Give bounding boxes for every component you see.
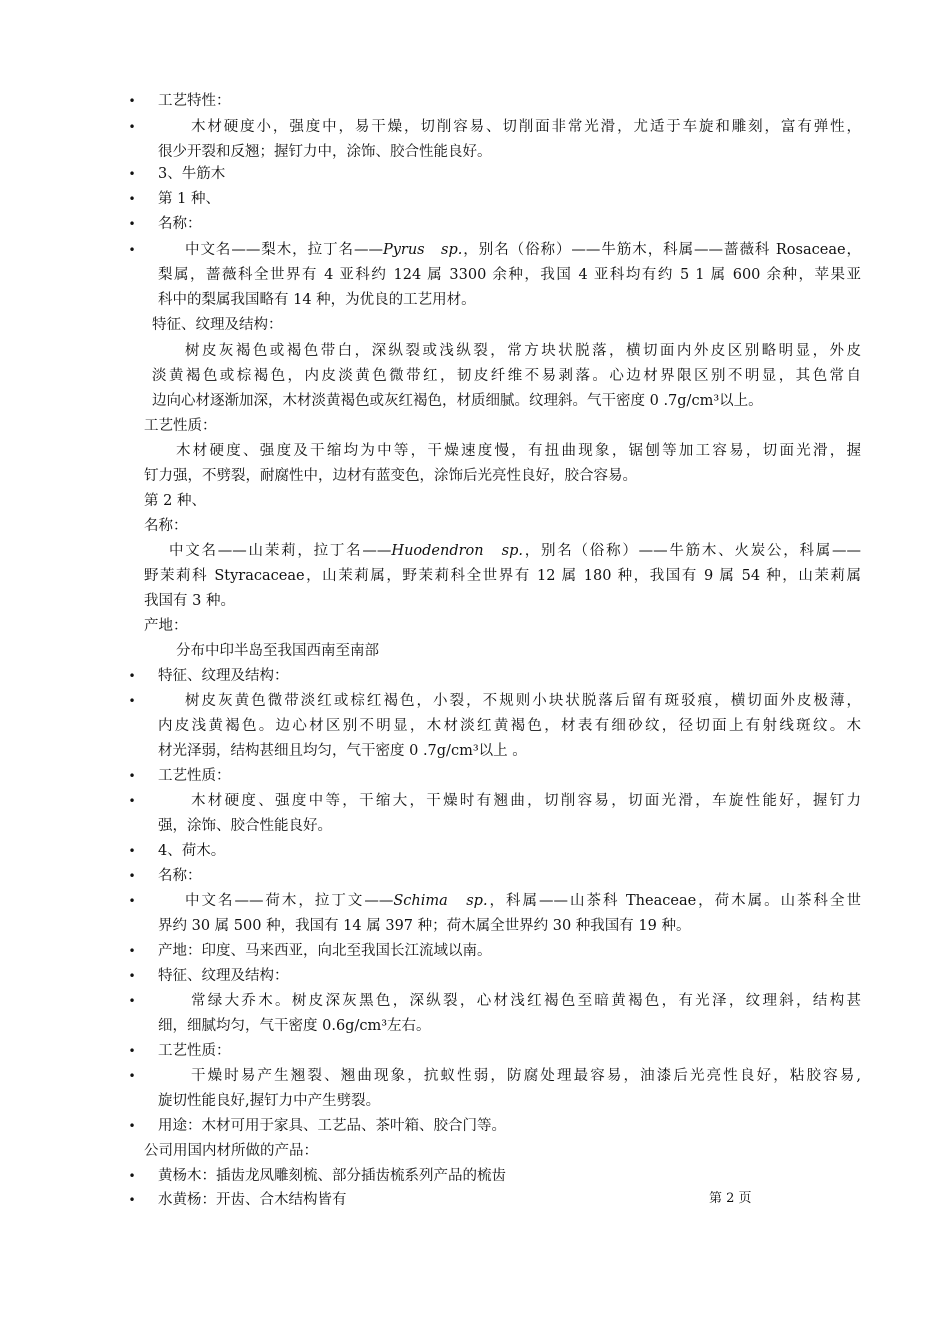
text-line: 名称： — [144, 518, 188, 534]
text-line: 工艺性质： — [158, 1043, 231, 1059]
text-line: 工艺特性： — [158, 93, 231, 109]
text-line: 特征、纹理及结构： — [158, 668, 289, 684]
text-line: 木材硬度、强度及干缩均为中等，干燥速度慢，有扭曲现象，锯刨等加工容易，切面光滑，握 — [176, 443, 861, 459]
bullet-marker: • — [128, 994, 136, 1008]
text-line: 很少开裂和反翘；握钉力中，涂饰、胶合性能良好。 — [158, 144, 492, 160]
bullet-marker: • — [128, 217, 136, 231]
text-line: 树皮灰褐色或褐色带白，深纵裂或浅纵裂，常方块状脱落，横切面内外皮区别略明显，外皮 — [185, 343, 861, 359]
bullet-marker: • — [128, 969, 136, 983]
text-line: 水黄杨：开齿、合木结构皆有 — [158, 1192, 347, 1208]
text-line: 公司用国内材所做的产品： — [144, 1143, 318, 1159]
text-line: 3、牛筋木 — [158, 166, 226, 182]
text-line: 中文名——梨木，拉丁名——Pyrus sp.，别名（俗称）——牛筋木，科属——蔷薇科 Rosaceae， — [185, 242, 861, 258]
text-line: 产地：印度、马来西亚，向北至我国长江流域以南。 — [158, 943, 492, 959]
bullet-marker: • — [128, 694, 136, 708]
text-line: 中文名——荷木，拉丁文——Schima sp.，科属——山茶科 Theaceae，荷木属。山茶科全世 — [185, 893, 861, 909]
text-line: 名称： — [158, 216, 202, 232]
bullet-marker: • — [128, 167, 136, 181]
text-line: 中文名——山茉莉，拉丁名——Huodendron sp.，别名（俗称）——牛筋木、火炭公，科属—— — [169, 543, 862, 559]
bullet-marker: • — [128, 869, 136, 883]
text-line: 名称： — [158, 868, 202, 884]
bullet-marker: • — [128, 1069, 136, 1083]
text-line: 产地： — [144, 618, 188, 634]
text-line: 旋切性能良好,握钉力中产生劈裂。 — [158, 1093, 381, 1109]
text-line: 木材硬度小，强度中，易干燥，切削容易、切削面非常光滑，尤适于车旋和雕刻，富有弹性， — [191, 119, 861, 135]
text-line: 特征、纹理及结构： — [152, 317, 283, 333]
text-line: 工艺性质： — [158, 768, 231, 784]
text-line: 细，细腻均匀，气干密度 0.6g/cm³左右。 — [158, 1018, 431, 1034]
text-line: 边向心材逐渐加深，木材淡黄褐色或灰红褐色，材质细腻。纹理斜。气干密度 0 .7g/cm³以上。 — [152, 393, 763, 409]
bullet-marker: • — [128, 944, 136, 958]
text-line: 树皮灰黄色微带淡红或棕红褐色，小裂，不规则小块状脱落后留有斑驳痕，横切面外皮极薄， — [185, 693, 861, 709]
page-number: 第 2 页 — [709, 1191, 752, 1206]
bullet-marker: • — [128, 1193, 136, 1207]
text-line: 常绿大乔木。树皮深灰黑色，深纵裂，心材浅红褐色至暗黄褐色，有光泽，纹理斜，结构甚 — [191, 993, 861, 1009]
text-line: 材光泽弱，结构甚细且均匀，气干密度 0 .7g/cm³以上 。 — [158, 743, 527, 759]
text-line: 4、荷木。 — [158, 843, 226, 859]
text-line: 淡黄褐色或棕褐色，内皮淡黄色微带红，韧皮纤维不易剥落。心边材界限区别不明显，其色常自 — [152, 368, 861, 384]
text-line: 第 2 种、 — [144, 493, 206, 509]
text-line: 强，涂饰、胶合性能良好。 — [158, 818, 332, 834]
bullet-marker: • — [128, 192, 136, 206]
bullet-marker: • — [128, 1044, 136, 1058]
bullet-marker: • — [128, 1119, 136, 1133]
bullet-marker: • — [128, 769, 136, 783]
bullet-marker: • — [128, 794, 136, 808]
text-line: 黄杨木：插齿龙凤雕刻梳、部分插齿梳系列产品的梳齿 — [158, 1168, 506, 1184]
bullet-marker: • — [128, 94, 136, 108]
bullet-marker: • — [128, 243, 136, 257]
text-line: 分布中印半岛至我国西南至南部 — [176, 643, 379, 659]
text-line: 野茉莉科 Styracaceae，山茉莉属，野茉莉科全世界有 12 属 180 种，我国有 9 属 54 种，山茉莉属 — [144, 568, 861, 584]
bullet-marker: • — [128, 894, 136, 908]
bullet-marker: • — [128, 120, 136, 134]
text-line: 界约 30 属 500 种，我国有 14 属 397 种；荷木属全世界约 30 种我国有 19 种。 — [158, 918, 691, 934]
text-line: 木材硬度、强度中等，干缩大，干燥时有翘曲，切削容易，切面光滑，车旋性能好，握钉力 — [191, 793, 861, 809]
text-line: 工艺性质： — [144, 418, 217, 434]
text-line: 干燥时易产生翘裂、翘曲现象，抗蚁性弱，防腐处理最容易，油漆后光亮性良好，粘胶容易, — [191, 1068, 861, 1084]
text-line: 内皮浅黄褐色。边心材区别不明显，木材淡红黄褐色，材表有细砂纹，径切面上有射线斑纹。木 — [158, 718, 861, 734]
text-line: 科中的梨属我国略有 14 种，为优良的工艺用材。 — [158, 292, 476, 308]
bullet-marker: • — [128, 844, 136, 858]
text-line: 用途：木材可用于家具、工艺品、茶叶箱、胶合门等。 — [158, 1118, 506, 1134]
text-line: 钉力强，不劈裂，耐腐性中，边材有蓝变色，涂饰后光亮性良好，胶合容易。 — [144, 468, 637, 484]
bullet-marker: • — [128, 1169, 136, 1183]
bullet-marker: • — [128, 669, 136, 683]
text-line: 梨属，蔷薇科全世界有 4 亚科约 124 属 3300 余种，我国 4 亚科均有约 5 1 属 600 余种，苹果亚 — [158, 267, 861, 283]
text-line: 我国有 3 种。 — [144, 593, 235, 609]
text-line: 特征、纹理及结构： — [158, 968, 289, 984]
text-line: 第 1 种、 — [158, 191, 220, 207]
